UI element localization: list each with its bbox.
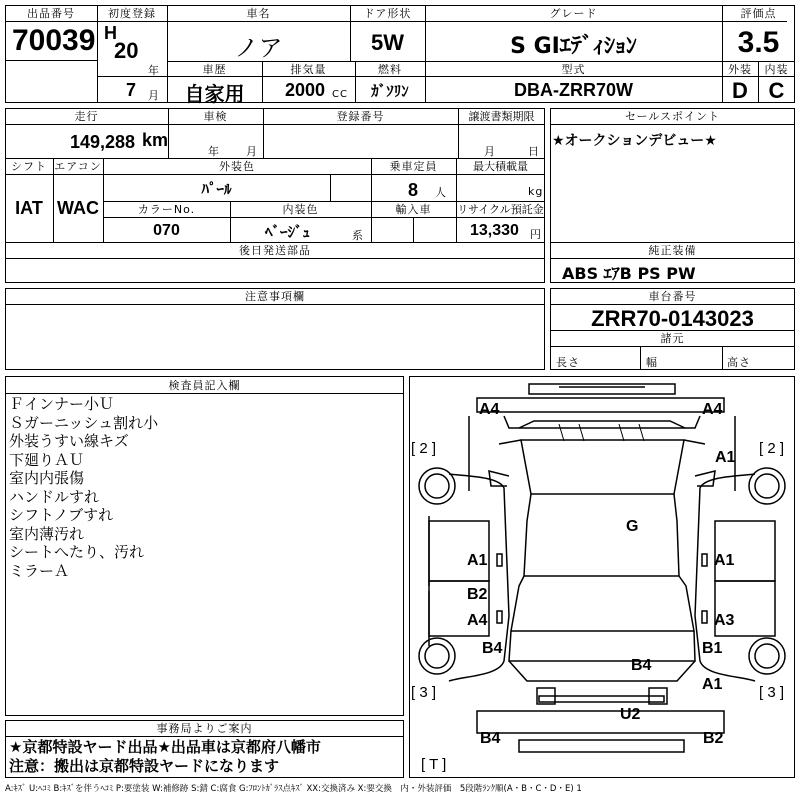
recycle-value: 13,330 [470,222,519,239]
lot-no-value: 70039 [12,24,96,57]
grade-value: S GIｴﾃﾞｨｼｮﾝ [510,34,637,59]
month-value: 7 [126,80,137,100]
width-label: 幅 [646,356,658,369]
kei-unit: 系 [352,229,364,242]
inspector-note-line: ハンドルすれ [9,487,100,506]
dmg-a4-front-right: A4 [702,401,723,418]
dmg-b4-left: B4 [482,640,503,657]
exterior-grade: D [732,78,748,103]
transfer-label: 譲渡書類期限 [468,110,535,123]
year-unit: 年 [148,64,160,77]
inspector-note-line: シフトノブすれ [9,506,114,524]
insp-year: 年 [208,145,220,158]
ext-color-value: ﾊﾟｰﾙ [201,180,232,198]
mileage-label: 走行 [74,110,99,123]
dmg-bracket3-right: [ 3 ] [759,684,785,701]
dmg-b4-center: B4 [631,657,652,674]
history-label: 車歴 [202,63,227,76]
dmg-bracket-t: [ T ] [421,756,447,773]
inspector-label: 検査員記入欄 [168,379,241,392]
inspector-note-line: 室内内張傷 [9,469,85,487]
int-color-value: ﾍﾞｰｼﾞｭ [264,223,310,241]
height-label: 高さ [727,356,751,369]
genuine-value: ABS ｴｱB PS PW [562,264,696,283]
chassis-label: 車台番号 [648,290,697,303]
ext-color-label: 外装色 [219,160,255,173]
shift-label: シフト [11,160,47,173]
dmg-a1-left: A1 [467,552,488,569]
recycle-label: リサイクル預託金 [457,203,544,216]
later-parts-label: 後日発送部品 [239,244,311,257]
dmg-bracket2-left: [ 2 ] [411,440,437,457]
shift-value: IAT [15,198,43,218]
inspector-note-line: 外装うすい線キズ [9,432,129,450]
office-notes [9,738,404,775]
transfer-day: 日 [528,145,540,158]
inspector-notes [9,395,399,580]
max-load-label: 最大積載量 [473,160,528,173]
model-value: DBA-ZRR70W [514,80,633,100]
office-note-line: 注意：搬出は京都特設ヤードになります [9,756,280,775]
insp-month: 月 [246,145,258,158]
era-value: H [104,23,117,43]
inspector-note-line: シートへたり、汚れ [9,543,145,561]
interior-grade: C [768,78,785,103]
car-name-label: 車名 [246,7,271,20]
int-color-label: 内装色 [282,203,319,216]
dmg-b4-bottom-left: B4 [480,730,501,747]
transfer-month: 月 [484,145,496,158]
import-label: 輸入車 [395,203,432,216]
month-unit: 月 [148,89,160,102]
inspector-note-line: 下廻りＡＵ [9,450,85,469]
displacement-label: 排気量 [290,63,327,76]
dmg-a1-right: A1 [714,552,735,569]
dmg-a3: A3 [714,612,735,629]
fuel-label: 燃料 [378,63,402,76]
capacity-unit: 人 [435,186,447,199]
dmg-a1-front-right: A1 [715,449,736,466]
mileage-value: 149,288 [70,132,136,152]
displacement-value: 2000 [285,80,326,100]
car-name-value: ノア [234,34,283,62]
sales-point-value: ★オークションデビュー★ [552,133,717,149]
capacity-value: 8 [408,180,419,200]
dmg-bracket3-left: [ 3 ] [411,684,437,701]
sales-point-label: セールスポイント [624,110,720,123]
fuel-value: ｶﾞｿﾘﾝ [371,82,409,100]
cc-unit: CC [332,89,348,100]
inspector-note-line: 室内薄汚れ [9,524,85,543]
exterior-label: 外装 [728,63,752,76]
genuine-label: 純正装備 [648,244,697,257]
specs-label: 諸元 [660,332,685,345]
lot-no-label: 出品番号 [27,7,75,20]
inspection-label: 車検 [203,110,228,123]
first-reg-label: 初度登録 [108,7,156,20]
km-unit: km [142,130,169,150]
history-value: 自家用 [184,82,245,106]
kg-unit: kg [528,185,544,198]
dmg-a1-rear: A1 [702,676,723,693]
model-label: 型式 [561,63,586,76]
dmg-g: G [626,518,639,535]
dmg-a4-rear-left: A4 [467,612,488,629]
dmg-u2: U2 [620,706,641,723]
legend-text: A:ｷｽﾞ U:ﾍｺﾐ B:ｷｽﾞを伴うﾍｺﾐ P:要塗装 W:補修跡 S:錆 C:腐食 G:ﾌﾛﾝﾄｶﾞﾗｽ点ｷｽﾞ XX:交換済み X:要交換 内・外装評価 5段階ﾗﾝｸ順(A・B・C・D・E) 1 [5,784,582,794]
year-value: 20 [114,38,139,63]
office-note-line: ★京都特設ヤード出品★出品車は京都府八幡市 [9,738,321,756]
capacity-label: 乗車定員 [389,160,438,173]
color-no-value: 070 [153,222,180,239]
door-value: 5W [371,30,404,55]
caution-label: 注意事項欄 [245,290,305,303]
aircon-label: エアコン [54,160,102,173]
dmg-a4-front-left: A4 [479,401,500,418]
dmg-b1: B1 [702,640,723,657]
interior-label: 内装 [764,63,789,76]
inspector-note-line: ミラーＡ [9,561,70,580]
grade-label: グレード [549,7,598,20]
dmg-b2: B2 [467,586,488,603]
dmg-b2-bottom-right: B2 [703,730,724,747]
score-value: 3.5 [737,26,780,59]
score-label: 評価点 [740,7,777,20]
inspector-note-line: Ｆインナー小Ｕ [9,395,115,413]
length-label: 長さ [556,356,580,369]
dmg-bracket2-right: [ 2 ] [759,440,785,457]
inspector-note-line: Ｓガーニッシュ割れ小 [9,413,159,432]
reg-no-label: 登録番号 [336,110,385,123]
aircon-value: WAC [57,198,99,218]
office-label: 事務局よりご案内 [156,722,253,735]
car-diagram [409,376,795,778]
color-no-label: カラーNo. [137,203,196,216]
chassis-value: ZRR70-0143023 [591,306,754,331]
door-label: ドア形状 [363,7,412,20]
yen-unit: 円 [530,228,542,241]
